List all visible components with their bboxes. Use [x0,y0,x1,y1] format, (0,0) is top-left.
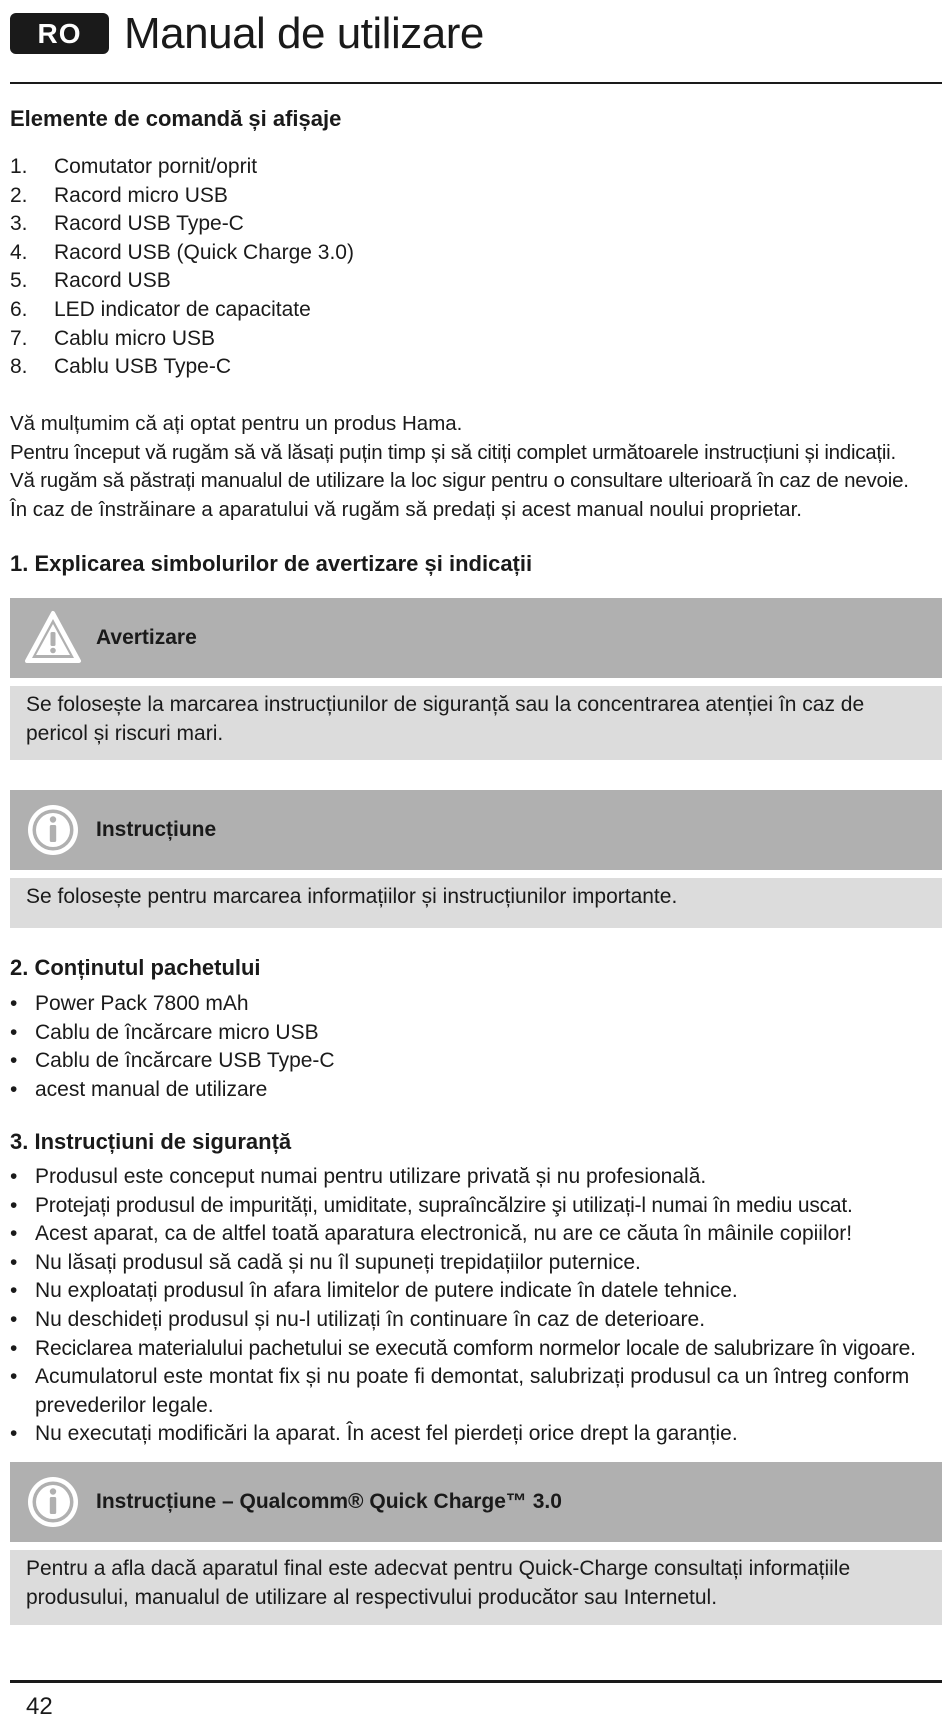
list-item: • Acest aparat, ca de altfel toată aparatura electronică, nu are ce căuta în mâinile copiilor! [10,1220,940,1249]
list-item: • Reciclarea materialului pachetului se execută comform normelor locale de salubrizare în vigoare. [10,1335,940,1364]
language-badge: RO [10,13,109,54]
safety-instructions-list [10,1163,940,1449]
section-3-heading: 3. Instrucțiuni de siguranță [10,1129,292,1154]
list-item [10,267,354,296]
header-divider [10,82,942,84]
list-item [10,325,354,354]
item-number: 3. [10,212,28,236]
warning-text: Se folosește la marcarea instrucțiunilor de siguranță sau la concentrarea atenției în caz de pericol și riscuri mari. [26,693,865,745]
item-number: 5. [10,269,28,293]
item-number: 8. [10,355,28,379]
qc-note-title: Instrucțiune – Qualcomm® Quick Charge™ 3.0 [96,1490,562,1513]
item-number: 2. [10,183,28,207]
list-item: • Nu executați modificări la aparat. În acest fel pierdeți orice drept la garanție. [10,1420,940,1449]
list-item: • Nu exploatați produsul în afara limitelor de putere indicate în datele tehnice. [10,1277,940,1306]
controls-list [10,153,354,382]
intro-line: Vă rugăm să păstrați manualul de utilizare la loc sigur pentru o consultare ulterioară în caz de nevoie. [10,469,909,492]
item-text: Nu lăsați produsul să cadă și nu îl supuneți trepidațiilor puternice. [35,1250,641,1274]
item-text: acest manual de utilizare [35,1077,268,1101]
item-text: Acumulatorul este montat fix și nu poate fi demontat, salubrizați produsul ca un întreg conform prevederilor legale. [35,1365,910,1417]
qc-note-line: produsului, manualul de utilizare al respectivului producător sau Internetul. [26,1585,718,1609]
warning-triangle-icon [24,610,82,666]
item-label: Racord USB Type-C [54,212,244,236]
footer-divider [10,1680,942,1683]
list-item: • Produsul este conceput numai pentru utilizare privată și nu profesională. [10,1163,940,1192]
note-body [10,878,942,928]
section-1-heading: 1. Explicarea simbolurilor de avertizare și indicații [10,551,533,576]
item-label: LED indicator de capacitate [54,297,311,321]
item-label: Comutator pornit/oprit [54,155,258,178]
list-item: • Nu deschideți produsul și nu-l utilizați în continuare în caz de deterioare. [10,1306,940,1335]
list-item: • acest manual de utilizare [10,1076,940,1105]
info-circle-icon [24,1474,82,1530]
list-item: • Nu lăsați produsul să cadă și nu îl supuneți trepidațiilor puternice. [10,1249,940,1278]
item-text: Acest aparat, ca de altfel toată aparatura electronică, nu are ce căuta în mâinile copiilor! [35,1222,853,1246]
intro-paragraph [10,410,945,524]
item-number: 4. [10,240,28,264]
item-label: Racord micro USB [54,183,228,207]
qc-note-line: Pentru a afla dacă aparatul final este adecvat pentru Quick-Charge consultați informațiile [26,1557,851,1580]
item-number: 1. [10,155,28,178]
list-item [10,296,354,325]
intro-line: În caz de înstrăinare a aparatului vă rugăm să predați și acest manual noului proprietar. [10,497,802,521]
list-item [10,153,354,182]
intro-line: Pentru început vă rugăm să vă lăsați puțin timp și să citiți complet următoarele instrucțiuni și indicații. [10,440,896,464]
item-number: 7. [10,326,28,350]
intro-line: Vă mulțumim că ați optat pentru un produs Hama. [10,412,463,435]
item-text: Power Pack 7800 mAh [35,992,249,1015]
item-text: Protejați produsul de impurități, umiditate, supraîncălzire şi utilizați-l numai în mediu uscat. [35,1193,853,1217]
item-label: Racord USB (Quick Charge 3.0) [54,240,354,264]
note-header [10,790,942,870]
list-item: • Cablu de încărcare micro USB [10,1019,940,1048]
item-text: Cablu de încărcare micro USB [35,1020,319,1044]
item-label: Racord USB [54,269,171,293]
list-item: • Cablu de încărcare USB Type-C [10,1047,940,1076]
section-2-heading: 2. Conținutul pachetului [10,955,261,980]
item-text: Nu executați modificări la aparat. În acest fel pierdeți orice drept la garanție. [35,1422,738,1446]
document-title: Manual de utilizare [124,9,484,58]
item-text: Reciclarea materialului pachetului se execută comform normelor locale de salubrizare în vigoare. [35,1336,916,1360]
controls-heading: Elemente de comandă și afișaje [10,106,342,131]
item-text: Nu exploatați produsul în afara limitelor de putere indicate în datele tehnice. [35,1279,738,1303]
list-item [10,239,354,268]
list-item [10,182,354,211]
warning-body [10,686,942,760]
item-number: 6. [10,297,28,321]
list-item [10,210,354,239]
warning-header [10,598,942,678]
item-label: Cablu micro USB [54,326,216,350]
item-text: Produsul este conceput numai pentru utilizare privată și nu profesională. [35,1165,707,1188]
item-label: Cablu USB Type-C [54,355,232,379]
note-title: Instrucțiune [96,818,217,841]
list-item: • Power Pack 7800 mAh [10,990,940,1019]
qc-note-body [10,1550,942,1625]
warning-title: Avertizare [96,626,197,649]
item-text: Nu deschideți produsul și nu-l utilizați în continuare în caz de deterioare. [35,1307,706,1331]
qc-note-header [10,1462,942,1542]
list-item: • Protejați produsul de impurități, umiditate, supraîncălzire şi utilizați-l numai în mediu uscat. [10,1192,940,1221]
info-circle-icon [24,802,82,858]
list-item: • Acumulatorul este montat fix și nu poate fi demontat, salubrizați produsul ca un întreg conform prevederilor legale. [10,1363,940,1420]
item-text: Cablu de încărcare USB Type-C [35,1049,335,1073]
note-text: Se folosește pentru marcarea informațiilor și instrucțiunilor importante. [26,885,678,908]
list-item [10,353,354,382]
page-number: 42 [26,1693,53,1720]
package-contents-list [10,990,940,1104]
